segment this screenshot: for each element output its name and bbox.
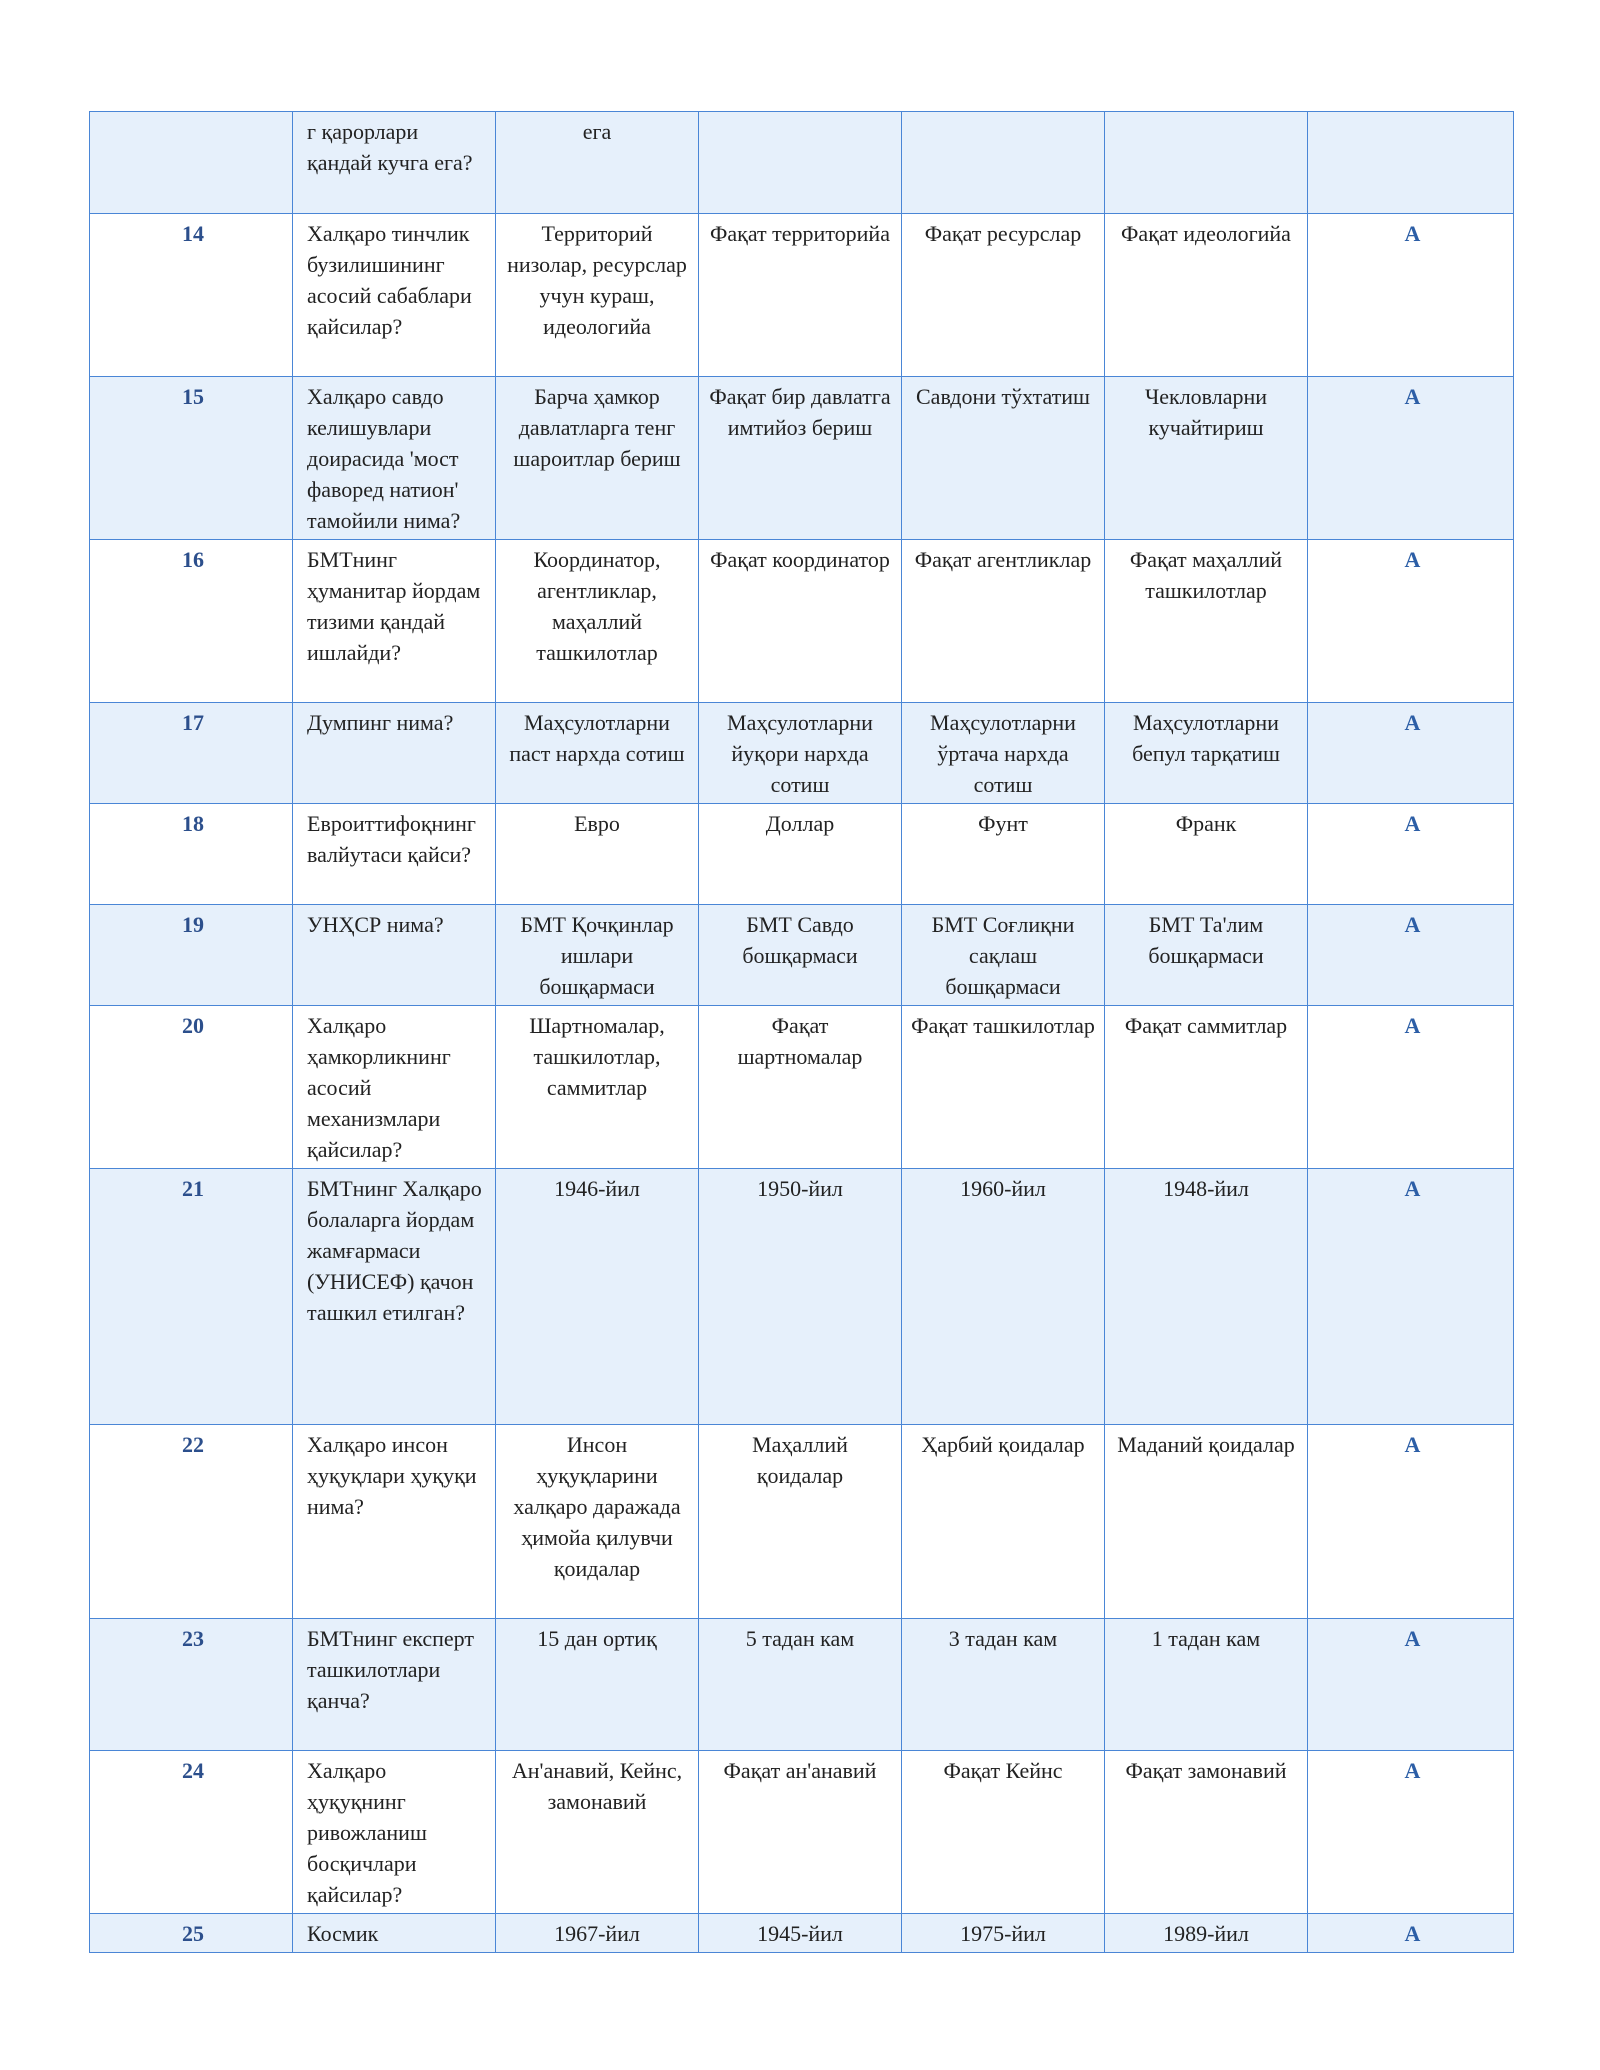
question-text: БМТнинг експерт ташкилотлари қанча? [293,1619,496,1751]
option-b: 1950-йил [699,1169,902,1425]
option-c: Фақат ресурслар [902,214,1105,377]
option-c: Фақат Кейнс [902,1751,1105,1914]
option-c: 3 тадан кам [902,1619,1105,1751]
table-row [90,703,1514,804]
table-row [90,1169,1514,1425]
question-text: г қарорлари қандай кучга ега? [293,112,496,214]
option-d: Франк [1105,804,1308,905]
option-d: Чекловларни кучайтириш [1105,377,1308,540]
table-row [90,214,1514,377]
table-row [90,804,1514,905]
option-d: 1989-йил [1105,1914,1308,1953]
question-number: 14 [90,214,293,377]
question-number: 18 [90,804,293,905]
option-c: 1975-йил [902,1914,1105,1953]
question-number: 21 [90,1169,293,1425]
option-a: Координатор, агентликлар, маҳаллий ташкилотлар [496,540,699,703]
option-d: 1948-йил [1105,1169,1308,1425]
option-c [902,112,1105,214]
option-c: Маҳсулотларни ўртача нархда сотиш [902,703,1105,804]
correct-answer: A [1308,377,1514,540]
option-a: Шартномалар, ташкилотлар, саммитлар [496,1006,699,1169]
option-d: Фақат маҳаллий ташкилотлар [1105,540,1308,703]
option-d: Фақат замонавий [1105,1751,1308,1914]
question-text: УНҲСР нима? [293,905,496,1006]
table-row [90,1619,1514,1751]
option-b: Фақат ан'анавий [699,1751,902,1914]
option-c: Ҳарбий қоидалар [902,1425,1105,1619]
question-text: БМТнинг ҳуманитар йордам тизими қандай ишлайди? [293,540,496,703]
option-a: Территорий низолар, ресурслар учун кураш, идеологийа [496,214,699,377]
option-b [699,112,902,214]
correct-answer: A [1308,1914,1514,1953]
question-number: 22 [90,1425,293,1619]
option-a: 1946-йил [496,1169,699,1425]
question-text: Халқаро тинчлик бузилишининг асосий сабаблари қайсилар? [293,214,496,377]
option-d: Маҳсулотларни бепул тарқатиш [1105,703,1308,804]
option-b: Фақат шартномалар [699,1006,902,1169]
option-a: 15 дан ортиқ [496,1619,699,1751]
option-b: Фақат территорийа [699,214,902,377]
option-b: БМТ Савдо бошқармаси [699,905,902,1006]
option-a: Барча ҳамкор давлатларга тенг шароитлар бериш [496,377,699,540]
option-c: Фақат агентликлар [902,540,1105,703]
question-text: Космик [293,1914,496,1953]
option-c: Фақат ташкилотлар [902,1006,1105,1169]
option-c: Савдони тўхтатиш [902,377,1105,540]
correct-answer: A [1308,703,1514,804]
option-a: ега [496,112,699,214]
question-text: Евроиттифоқнинг валйутаси қайси? [293,804,496,905]
question-text: Халқаро инсон ҳуқуқлари ҳуқуқи нима? [293,1425,496,1619]
correct-answer: A [1308,804,1514,905]
option-d: 1 тадан кам [1105,1619,1308,1751]
correct-answer: A [1308,540,1514,703]
table-row [90,377,1514,540]
question-number: 16 [90,540,293,703]
table-row [90,1914,1514,1953]
correct-answer [1308,112,1514,214]
correct-answer: A [1308,1619,1514,1751]
question-number: 19 [90,905,293,1006]
option-a: 1967-йил [496,1914,699,1953]
question-number: 23 [90,1619,293,1751]
question-number: 15 [90,377,293,540]
option-a: БМТ Қочқинлар ишлари бошқармаси [496,905,699,1006]
option-b: Доллар [699,804,902,905]
question-number: 24 [90,1751,293,1914]
table-row [90,112,1514,214]
table-row [90,1006,1514,1169]
question-text: Думпинг нима? [293,703,496,804]
option-c: Фунт [902,804,1105,905]
option-c: 1960-йил [902,1169,1105,1425]
question-number [90,112,293,214]
option-d: Фақат идеологийа [1105,214,1308,377]
option-d: Фақат саммитлар [1105,1006,1308,1169]
option-b: Маҳсулотларни йуқори нархда сотиш [699,703,902,804]
question-number: 17 [90,703,293,804]
correct-answer: A [1308,1425,1514,1619]
option-b: 5 тадан кам [699,1619,902,1751]
question-text: БМТнинг Халқаро болаларга йордам жамғармаси (УНИСЕФ) қачон ташкил етилган? [293,1169,496,1425]
option-b: 1945-йил [699,1914,902,1953]
table-row [90,540,1514,703]
question-text: Халқаро савдо келишувлари доирасида 'мост фаворед натион' тамойили нима? [293,377,496,540]
option-c: БМТ Соғлиқни сақлаш бошқармаси [902,905,1105,1006]
table-row [90,1751,1514,1914]
option-b: Фақат координатор [699,540,902,703]
question-number: 20 [90,1006,293,1169]
correct-answer: A [1308,1169,1514,1425]
question-text: Халқаро ҳамкорликнинг асосий механизмлари қайсилар? [293,1006,496,1169]
option-a: Ан'анавий, Кейнс, замонавий [496,1751,699,1914]
question-text: Халқаро ҳуқуқнинг ривожланиш босқичлари қайсилар? [293,1751,496,1914]
table-row [90,1425,1514,1619]
correct-answer: A [1308,1751,1514,1914]
option-d [1105,112,1308,214]
option-a: Маҳсулотларни паст нархда сотиш [496,703,699,804]
option-a: Евро [496,804,699,905]
option-a: Инсон ҳуқуқларини халқаро даражада ҳимойа қилувчи қоидалар [496,1425,699,1619]
table-row [90,905,1514,1006]
correct-answer: A [1308,214,1514,377]
option-d: Маданий қоидалар [1105,1425,1308,1619]
option-b: Фақат бир давлатга имтийоз бериш [699,377,902,540]
option-b: Маҳаллий қоидалар [699,1425,902,1619]
quiz-table [89,111,1514,1953]
option-d: БМТ Та'лим бошқармаси [1105,905,1308,1006]
correct-answer: A [1308,1006,1514,1169]
question-number: 25 [90,1914,293,1953]
correct-answer: A [1308,905,1514,1006]
